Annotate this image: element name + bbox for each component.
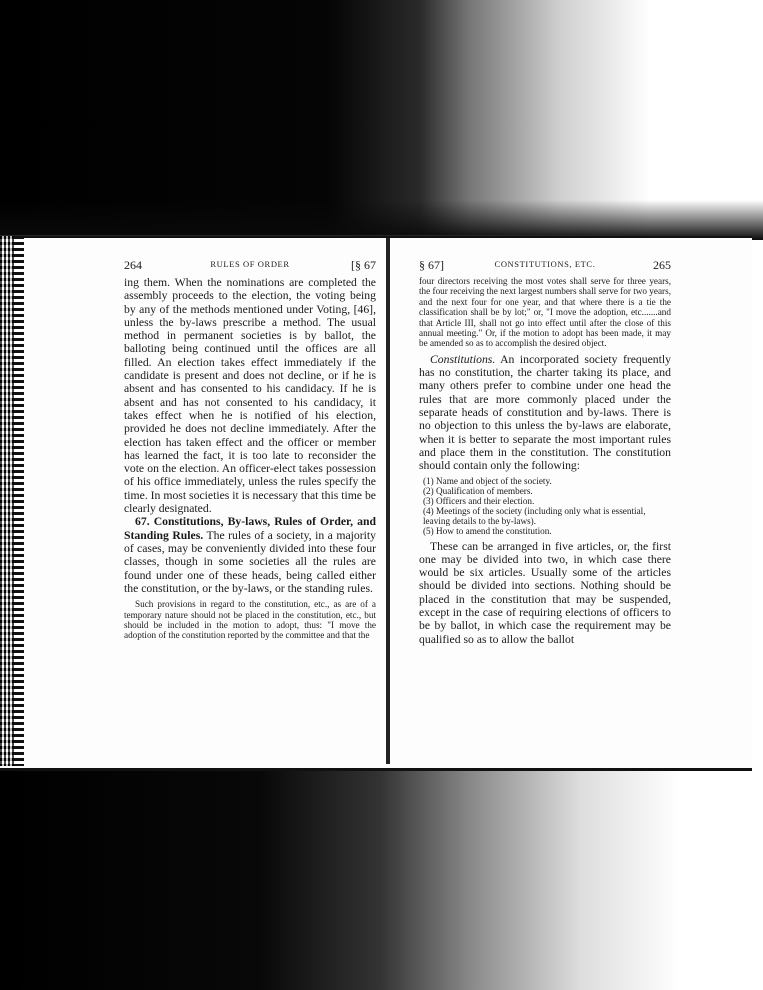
right-page-header [419,258,671,276]
section-67-body: The rules of a society, in a majority of cases, may be conveniently divided into these four classes, though in some societies all the rules are found under one of these heads, being called either the constitution, or the by-laws, or the standing rules. [124,528,376,595]
left-page-number: 264 [124,258,142,272]
constitutions-label: Constitutions. [430,352,496,366]
list-item: (5) How to amend the constitution. [423,525,552,536]
book-gutter [386,238,390,764]
section-67-paragraph [124,515,376,595]
constitution-contents-list [423,476,671,536]
left-page-header [124,258,376,276]
list-item: (1) Name and object of the society. [423,475,552,486]
constitutions-paragraph [419,353,671,473]
right-running-title: CONSTITUTIONS, ETC. [494,259,596,269]
left-section-mark: [§ 67 [351,258,376,272]
list-item: (2) Qualification of members. [423,485,533,496]
left-footnote-paragraph: Such provisions in regard to the constitution, etc., as are of a temporary nature should not be placed in the constitution, etc., but should be included in the motion to adopt, thus: "I move the adoption of the constitution reported by the committee and that the [124,599,376,641]
closing-paragraph: These can be arranged in five articles, or, the first one may be divided into two, in which case there would be six articles. Usually some of the articles should be divided into sections. Nothing should be placed in the constitution that may be suspended, except in the case of requiring elections of officers to be by ballot, in which case the requirement may be qualified so as to allow the ballot [419,539,671,646]
list-item: (4) Meetings of the society (including only what is essential, leaving details to the by-laws). [423,505,646,526]
right-section-mark: § 67] [419,258,444,272]
page-edges-shadow [0,236,14,766]
left-running-title: RULES OF ORDER [210,259,290,269]
list-item: (3) Officers and their election. [423,495,535,506]
left-page [124,258,376,641]
right-footnote-paragraph: four directors receiving the most votes shall serve for three years, the four receiving the next largest numbers shall serve for two years, and the next four for one year, and that where there is a tie the classification shall be by lot;" or, "I move the adoption, etc.......and that Article III, shall not go into effect until after the close of this annual meeting." Or, if the motion to adopt has been made, it may be amended so as to accomplish the desired object. [419,276,671,349]
right-page [419,258,671,646]
constitutions-body: An incorporated society frequently has no constitution, the charter taking its place, and many others prefer to combine under one head the rules that are more commonly placed under the separate heads of constitution and by-laws. There is no objection to this unless the by-laws are elaborate, when it is better to separate the most important rules and place them in the constitution. The constitution should contain only the following: [419,352,671,473]
left-continued-paragraph: ing them. When the nominations are completed the assembly proceeds to the election, the voting being by any of the methods mentioned under Voting, [46], unless the by-laws prescribe a method. The usual method in permanent societies is by ballot, the balloting being continued until the offices are all filled. An election takes effect immediately if the candidate is present and does not decline, or if he is absent and has consented to his candidacy. If he is absent and has not consented to his candidacy, it takes effect when he is notified of his election, provided he does not decline immediately. After the election has taken effect and the officer or member has learned the fact, it is too late to reconsider the vote on the election. An officer-elect takes possession of his office immediately, unless the rules specify the time. In most societies it is necessary that this time be clearly designated. [124,276,376,516]
right-page-number: 265 [653,258,671,272]
scan-background-bottom [0,762,763,990]
scan-shadow-band [0,200,763,240]
section-67-heading: 67. Constitutions, By-laws, Rules of Order, and Standing Rules. [124,515,376,542]
